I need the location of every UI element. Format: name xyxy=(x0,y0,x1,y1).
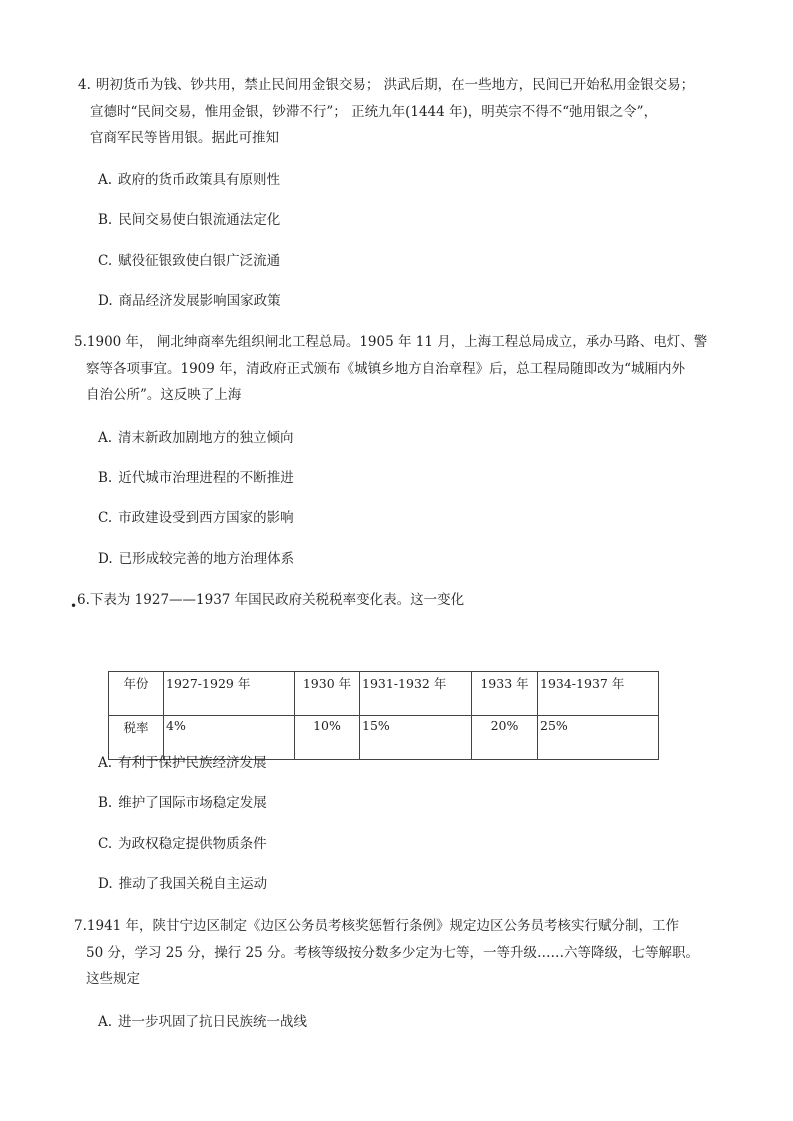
year-cell: 1930 年 xyxy=(295,672,360,716)
question-5 xyxy=(74,329,714,409)
option-text: 为政权稳定提供物质条件 xyxy=(118,836,267,852)
option-letter: C. xyxy=(98,836,113,852)
option-letter: D. xyxy=(98,876,113,892)
q4-option-b[interactable] xyxy=(98,210,280,230)
q7-option-a[interactable] xyxy=(98,1012,307,1032)
option-letter: B. xyxy=(98,470,113,486)
q5-option-a[interactable] xyxy=(98,428,294,448)
question-5-stem-2: 察等各项事宜。1909 年，清政府正式颁布《城镇乡地方自治章程》后，总工程局随即改为“城厢内外 xyxy=(86,360,686,377)
question-7-stem-1: 1941 年，陕甘宁边区制定《边区公务员考核奖惩暂行条例》规定边区公务员考核实行赋分制，工作 xyxy=(86,918,680,934)
option-letter: D. xyxy=(98,293,113,309)
question-5-line-1 xyxy=(74,329,714,356)
question-4-stem-2: 宣德时“民间交易，惟用金银，钞滞不行”； 正统九年(1444 年)，明英宗不得不“弛用银之令”， xyxy=(90,103,658,120)
question-7-stem-2: 50 分，学习 25 分，操行 25 分。考核等级按分数多少定为七等，一等升级……六等降级，七等解职。 xyxy=(86,944,699,961)
rate-cell: 15% xyxy=(360,716,472,760)
q6-option-d[interactable] xyxy=(98,874,267,894)
question-5-stem-1: 1900 年， 闸北绅商率先组织闸北工程总局。1905 年 11 月，上海工程总局成立，承办马路、电灯、警 xyxy=(86,334,708,350)
option-letter: A. xyxy=(98,172,113,188)
question-4-line-1 xyxy=(78,72,718,99)
question-4-stem-1: 明初货币为钱、钞共用，禁止民间用金银交易； 洪武后期，在一些地方，民间已开始私用金银交易； xyxy=(95,77,695,93)
question-7-stem-3: 这些规定 xyxy=(86,971,140,987)
rate-cell: 25% xyxy=(538,716,659,760)
option-letter: C. xyxy=(98,253,113,269)
option-text: 推动了我国关税自主运动 xyxy=(118,876,268,892)
option-text: 清末新政加剧地方的独立倾向 xyxy=(118,430,294,446)
tariff-rate-table xyxy=(108,671,659,760)
year-cell: 1934-1937 年 xyxy=(538,672,659,716)
option-text: 近代城市治理进程的不断推进 xyxy=(118,470,294,486)
rate-cell: 10% xyxy=(295,716,360,760)
row-label-year: 年份 xyxy=(109,672,164,716)
q4-option-c[interactable] xyxy=(98,251,280,271)
q6-option-a[interactable] xyxy=(98,753,267,773)
question-5-number: 5. xyxy=(74,334,87,350)
question-4-number: 4. xyxy=(78,77,91,93)
row-label-rate: 税率 xyxy=(109,716,164,760)
year-cell: 1933 年 xyxy=(472,672,538,716)
bullet-icon: • xyxy=(70,599,78,613)
question-5-stem-3: 自治公所”。这反映了上海 xyxy=(86,387,242,403)
option-text: 民间交易使白银流通法定化 xyxy=(118,212,281,228)
table-row xyxy=(109,672,659,716)
option-letter: B. xyxy=(98,212,113,228)
year-cell: 1927-1929 年 xyxy=(164,672,295,716)
option-text: 有利于保护民族经济发展 xyxy=(118,755,267,771)
option-letter: B. xyxy=(98,795,113,811)
option-text: 政府的货币政策具有原则性 xyxy=(118,172,281,188)
q6-option-b[interactable] xyxy=(98,793,267,813)
year-cell: 1931-1932 年 xyxy=(360,672,472,716)
question-6-line-1 xyxy=(77,587,717,614)
q5-option-d[interactable] xyxy=(98,549,294,569)
option-text: 商品经济发展影响国家政策 xyxy=(118,293,281,309)
question-7-number: 7. xyxy=(74,918,87,934)
option-text: 已形成较完善的地方治理体系 xyxy=(118,551,295,567)
option-text: 进一步巩固了抗日民族统一战线 xyxy=(118,1014,308,1030)
rate-cell: 4% xyxy=(164,716,295,760)
option-text: 维护了国际市场稳定发展 xyxy=(118,795,267,811)
option-letter: A. xyxy=(98,755,113,771)
option-letter: C. xyxy=(98,510,113,526)
question-6 xyxy=(77,587,717,614)
q6-option-c[interactable] xyxy=(98,834,267,854)
q5-option-c[interactable] xyxy=(98,508,294,528)
question-6-stem-1: 下表为 1927——1937 年国民政府关税税率变化表。这一变化 xyxy=(89,592,465,608)
question-7-line-1 xyxy=(74,913,714,940)
option-letter: D. xyxy=(98,551,113,567)
q4-option-d[interactable] xyxy=(98,291,281,311)
option-letter: A. xyxy=(98,1014,113,1030)
q4-option-a[interactable] xyxy=(98,170,280,190)
question-4-stem-3: 官商军民等皆用银。据此可推知 xyxy=(90,130,279,146)
rate-cell: 20% xyxy=(472,716,538,760)
q5-option-b[interactable] xyxy=(98,468,294,488)
question-4 xyxy=(78,72,718,152)
option-text: 赋役征银致使白银广泛流通 xyxy=(118,253,281,269)
option-letter: A. xyxy=(98,430,113,446)
question-6-number: 6. xyxy=(77,592,90,608)
question-7 xyxy=(74,913,714,993)
option-text: 市政建设受到西方国家的影响 xyxy=(118,510,294,526)
